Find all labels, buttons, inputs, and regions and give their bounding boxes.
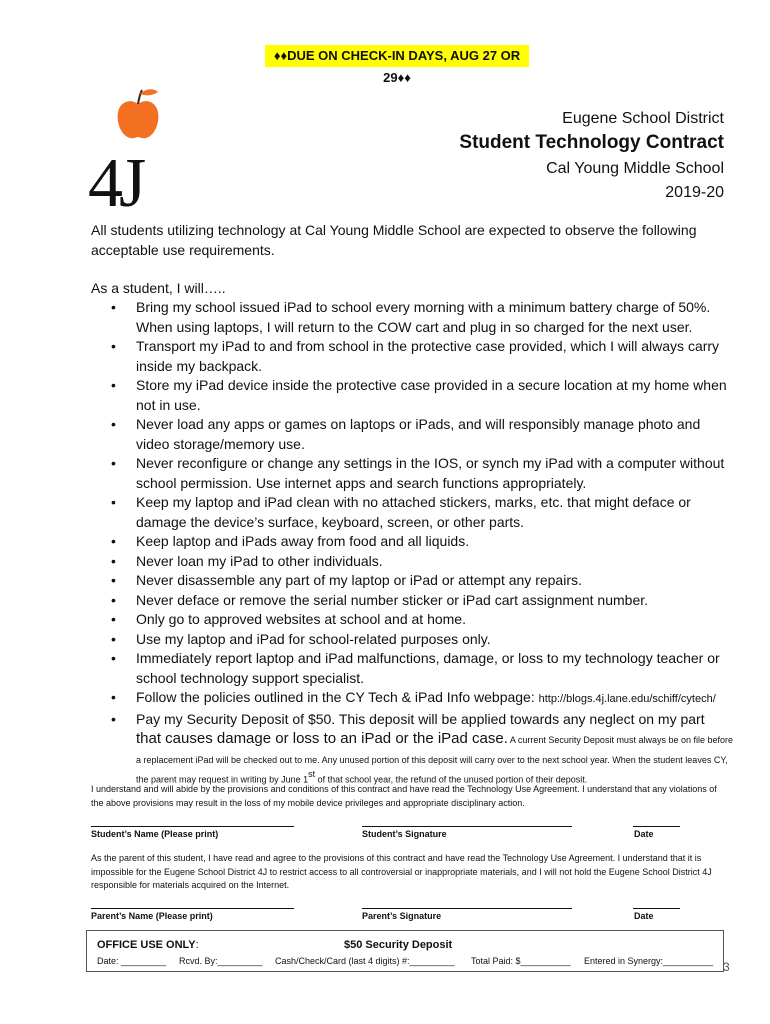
list-item: • Only go to approved websites at school and at home. xyxy=(111,611,466,627)
document-header xyxy=(459,108,724,202)
requirements-list xyxy=(111,298,736,788)
list-item: • Immediately report laptop and iPad malfunctions, damage, or loss to my technology teacher or school technology support specialist. xyxy=(111,650,720,686)
office-rcvd-field[interactable]: Rcvd. By:_________ xyxy=(179,956,263,966)
student-name-line[interactable] xyxy=(91,826,294,827)
list-item: • Pay my Security Deposit of $50. This deposit will be applied towards any neglect on my part that causes damage or loss to an iPad or the iPad case. A current Security Deposit must always be on file before a replacement iPad will be checked out to me. Any unused portion of this deposit will carry over to the next school year. When the student leaves CY, the parent may request in writing by June 1st of that school year, the refund of the unused portion of their deposit. xyxy=(111,710,734,785)
school-name: Cal Young Middle School xyxy=(546,160,724,177)
list-item: • Keep my laptop and iPad clean with no attached stickers, marks, etc. that might deface or damage the device’s surface, keyboard, screen, or other parts. xyxy=(111,494,691,530)
parent-signature-line[interactable] xyxy=(362,908,572,909)
cytech-link[interactable]: http://blogs.4j.lane.edu/schiff/cytech/ xyxy=(538,693,716,705)
student-signature-label: Student’s Signature xyxy=(362,829,447,839)
parent-date-line[interactable] xyxy=(633,908,680,909)
list-item: • Never deface or remove the serial number sticker or iPad cart assignment number. xyxy=(111,591,649,608)
office-use-label: OFFICE USE ONLY: xyxy=(97,939,199,951)
student-signature-line[interactable] xyxy=(362,826,572,827)
student-lead-in: As a student, I will….. xyxy=(91,280,226,296)
page-number: 3 xyxy=(723,960,730,974)
list-item: • Never loan my iPad to other individuals. xyxy=(111,552,383,569)
list-item: • Bring my school issued iPad to school every morning with a minimum battery charge of 50%. When using laptops, I will return to the COW cart and plug in so charged for the next user. xyxy=(111,299,711,335)
list-item: • Store my iPad device inside the protective case provided in a secure location at my home when not in use. xyxy=(111,377,727,413)
student-date-line[interactable] xyxy=(633,826,680,827)
office-total-field[interactable]: Total Paid: $__________ xyxy=(471,956,571,966)
office-use-box xyxy=(86,930,724,972)
intro-paragraph: All students utilizing technology at Cal Young Middle School are expected to observe the following acceptable use requirements. xyxy=(91,222,697,258)
due-date-banner: ♦♦DUE ON CHECK-IN DAYS, AUG 27 OR 29♦♦ xyxy=(265,45,529,67)
office-date-field[interactable]: Date: _________ xyxy=(97,956,167,966)
district-4j-logo xyxy=(84,82,164,212)
list-item: • Transport my iPad to and from school in the protective case provided, which I will always carry inside my backpack. xyxy=(111,338,720,374)
office-payment-field[interactable]: Cash/Check/Card (last 4 digits) #:_________ xyxy=(275,956,455,966)
list-item: • Never disassemble any part of my laptop or iPad or attempt any repairs. xyxy=(111,572,582,588)
list-item: • Follow the policies outlined in the CY Tech & iPad Info webpage: http://blogs.4j.lane.edu/schiff/cytech/ xyxy=(111,689,716,705)
parent-name-label: Parent’s Name (Please print) xyxy=(91,911,213,921)
parent-name-line[interactable] xyxy=(91,908,294,909)
list-item: • Use my laptop and iPad for school-related purposes only. xyxy=(111,630,491,647)
student-name-label: Student’s Name (Please print) xyxy=(91,829,219,839)
student-statement: I understand and will abide by the provisions and conditions of this contract and have read the Technology Use Agreement. I understand that any violations of the above provisions may result in the loss of my mobile device privileges and appropriate disciplinary action. xyxy=(91,784,717,808)
apple-icon xyxy=(118,89,159,138)
school-year: 2019-20 xyxy=(665,184,724,201)
parent-date-label: Date xyxy=(634,911,654,921)
list-item: • Never load any apps or games on laptops or iPads, and will responsibly manage photo and video storage/memory use. xyxy=(111,416,701,452)
parent-signature-label: Parent’s Signature xyxy=(362,911,442,921)
list-item: • Never reconfigure or change any settings in the IOS, or synch my iPad with a computer without school permission. Use internet apps and search functions appropriately. xyxy=(111,455,725,491)
security-deposit-label: $50 Security Deposit xyxy=(344,939,453,951)
office-synergy-field[interactable]: Entered in Synergy:__________ xyxy=(584,956,714,966)
contract-title: Student Technology Contract xyxy=(459,132,724,153)
district-name: Eugene School District xyxy=(562,110,724,127)
list-item: • Keep laptop and iPads away from food and all liquids. xyxy=(111,533,470,549)
student-date-label: Date xyxy=(634,829,654,839)
parent-statement: As the parent of this student, I have read and agree to the provisions of this contract and have read the Technology Use Agreement. I understand that it is impossible for the Eugene School District 4J to restrict access to all controversial or inappropriate materials, and I will not hold the Eugene School District 4J responsible for materials acquired on the Internet. xyxy=(91,853,712,890)
logo-text: 4J xyxy=(88,145,143,212)
